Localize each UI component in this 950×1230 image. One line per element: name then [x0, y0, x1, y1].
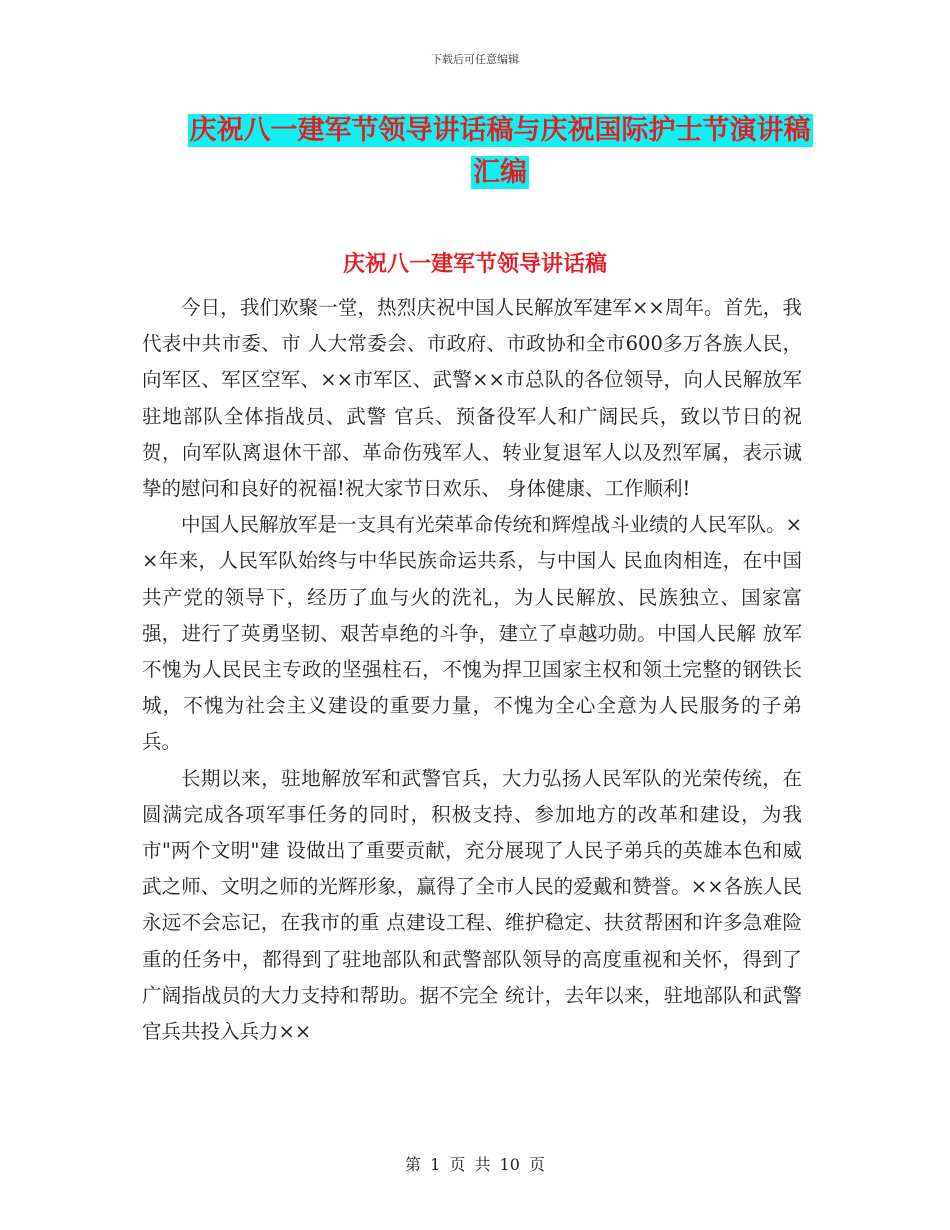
page-footer-number: 第 1 页 共 10 页: [405, 1155, 545, 1174]
document-title: [150, 110, 850, 194]
section-title: 庆祝八一建军节领导讲话稿: [342, 252, 607, 277]
body-paragraph-1: 今日，我们欢聚一堂，热烈庆祝中国人民解放军建军××周年。首先，我代表中共市委、市 人大常委会、市政府、市政协和全市600多万各族人民，向军区、军区空军、××市军区、武警××市总队的各位领导，向人民解放军驻地部队全体指战员、武警 官兵、预备役军人和广阔民兵，致以节日的祝贺，向军队离退休干部、革命伤残军人、转业复退军人以及烈军属，表示诚挚的慰问和良好的祝福!祝大家节日欢乐、 身体健康、工作顺利!: [142, 296, 802, 501]
document-title-line-2: 汇编: [473, 157, 527, 188]
body-paragraph-3: 长期以来，驻地解放军和武警官兵，大力弘扬人民军队的光荣传统，在圆满完成各项军事任务的同时，积极支持、参加地方的改革和建设，为我市"两个文明"建 设做出了重要贡献，充分展现了人民子弟兵的英雄本色和威武之师、文明之师的光辉形象，赢得了全市人民的爱戴和赞誉。××各族人民永远不会忘记，在我市的重 点建设工程、维护稳定、扶贫帮困和许多急难险重的任务中，都得到了驻地部队和武警部队领导的高度重视和关怀，得到了广阔指战员的大力支持和帮助。据不完全 统计，去年以来，驻地部队和武警官兵共投入兵力××: [142, 766, 802, 1044]
body-paragraph-2: 中国人民解放军是一支具有光荣革命传统和辉煌战斗业绩的人民军队。××年来，人民军队始终与中华民族命运共系，与中国人 民血肉相连，在中国共产党的领导下，经历了血与火的洗礼，为人民解放、民族独立、国家富强，进行了英勇坚韧、艰苦卓绝的斗争，建立了卓越功勋。中国人民解 放军不愧为人民民主专政的坚强柱石，不愧为捍卫国家主权和领土完整的钢铁长城，不愧为社会主义建设的重要力量，不愧为全心全意为人民服务的子弟兵。: [142, 513, 802, 754]
document-title-line-1: 庆祝八一建军节领导讲话稿与庆祝国际护士节演讲稿: [189, 115, 811, 146]
page-header-note: 下载后可任意编辑: [431, 53, 519, 66]
document-body: [142, 290, 802, 1050]
